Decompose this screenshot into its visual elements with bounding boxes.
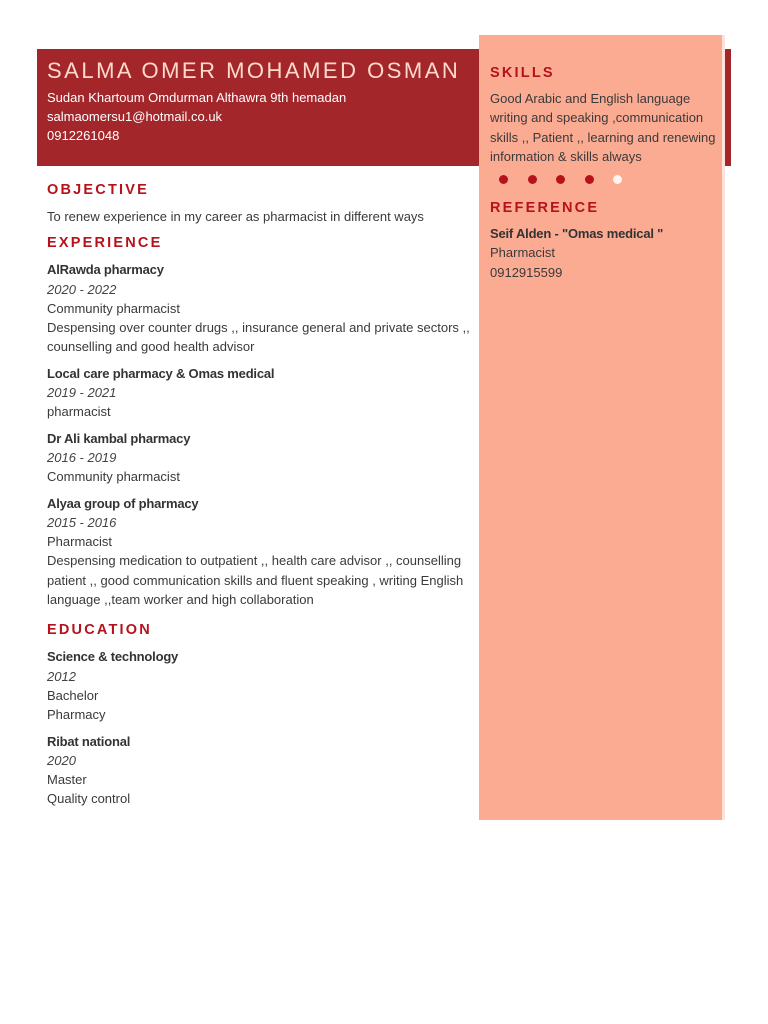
role: Pharmacist (47, 534, 113, 550)
year: 2020 (47, 752, 76, 768)
rating-dot-filled (499, 175, 508, 184)
phone: 0912261048 (47, 128, 120, 143)
header (47, 57, 467, 145)
degree: Master (47, 772, 87, 788)
role: Community pharmacist (47, 300, 180, 316)
reference-phone: 0912915599 (490, 264, 563, 280)
dates: 2020 - 2022 (47, 281, 117, 297)
main-column (47, 180, 472, 816)
employer: Local care pharmacy & Omas medical (47, 365, 275, 381)
rating-dot-filled (556, 175, 565, 184)
reference-heading: REFERENCE (490, 200, 600, 217)
degree: Bachelor (47, 687, 99, 703)
education-entry (47, 732, 472, 809)
field: Pharmacy (47, 707, 106, 723)
reference-name: Seif Alden - "Omas medical " (490, 226, 664, 242)
employer: Dr Ali kambal pharmacy (47, 430, 191, 446)
education-heading: EDUCATION (47, 622, 152, 639)
experience-entry (47, 364, 472, 422)
institution: Ribat national (47, 733, 131, 749)
sidebar (479, 35, 722, 820)
rating-dot-filled (585, 175, 594, 184)
address: Sudan Khartoum Omdurman Althawra 9th hemadan (47, 90, 347, 105)
skills-text: Good Arabic and English language writing and speaking ,communication skills ,, Patient ,, learning and renewing information & skills always (490, 91, 716, 164)
dates: 2016 - 2019 (47, 449, 117, 465)
experience-entry (47, 494, 472, 610)
experience-entry (47, 260, 472, 356)
employer: AlRawda pharmacy (47, 262, 164, 278)
candidate-name: SALMA OMER MOHAMED OSMAN (47, 58, 461, 83)
dates: 2015 - 2016 (47, 514, 117, 530)
education-entry (47, 647, 472, 724)
skills-heading: SKILLS (490, 65, 555, 81)
year: 2012 (47, 668, 76, 684)
rating-dot-empty (613, 175, 622, 184)
field: Quality control (47, 791, 131, 807)
experience-heading: EXPERIENCE (47, 235, 163, 252)
reference-section (490, 200, 722, 282)
skill-rating (499, 175, 722, 184)
description: Despensing medication to outpatient ,, health care advisor ,, counselling patient ,, good communication skills and fluent speaking , writing English language ,,team worker and high collaboration (47, 553, 464, 608)
objective-heading: OBJECTIVE (47, 182, 149, 198)
experience-entry (47, 429, 472, 487)
objective-text: To renew experience in my career as pharmacist in different ways (47, 209, 424, 224)
employer: Alyaa group of pharmacy (47, 495, 199, 511)
email[interactable]: salmaomersu1@hotmail.co.uk (47, 109, 223, 124)
description: Despensing over counter drugs ,, insurance general and private sectors ,, counselling and good health advisor (47, 320, 470, 355)
rating-dot-filled (528, 175, 537, 184)
reference-title: Pharmacist (490, 245, 556, 261)
institution: Science & technology (47, 649, 179, 665)
role: Community pharmacist (47, 469, 180, 485)
dates: 2019 - 2021 (47, 385, 117, 401)
role: pharmacist (47, 404, 111, 420)
